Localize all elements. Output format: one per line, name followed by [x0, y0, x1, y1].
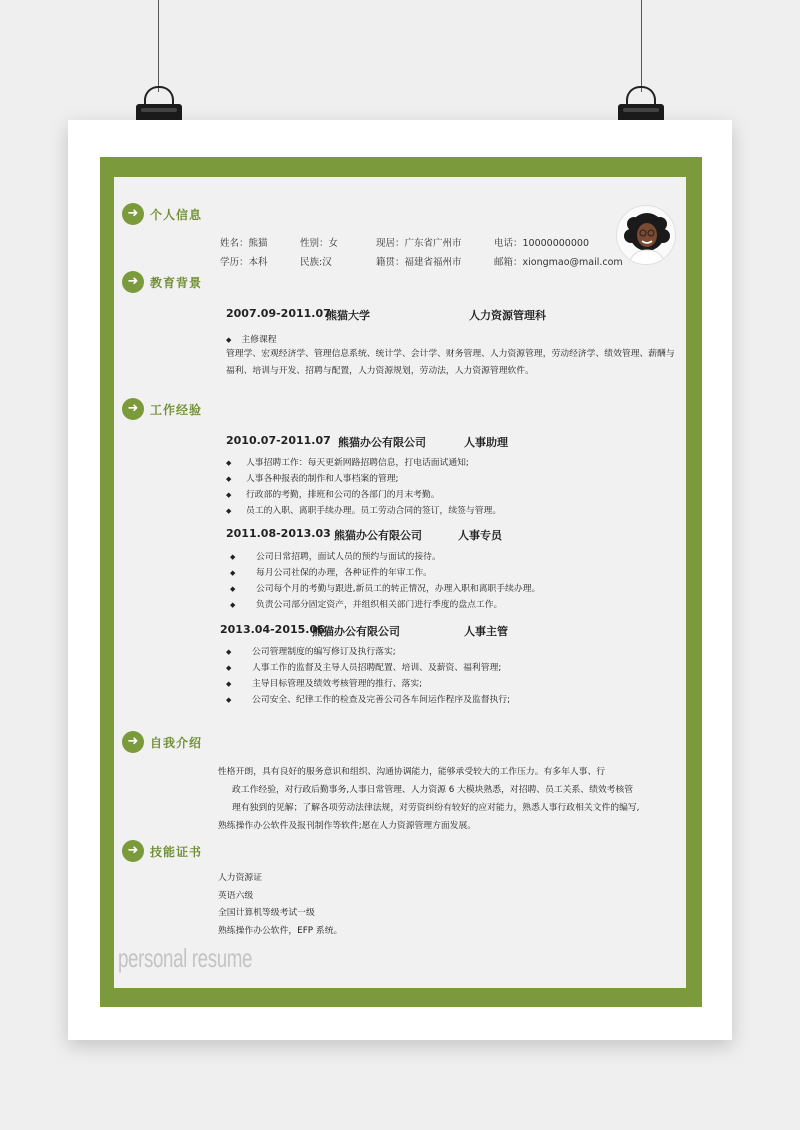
work-company: 熊猫办公有限公司 — [334, 529, 422, 542]
intro-line: 性格开朗，具有良好的服务意识和组织、沟通协调能力，能够承受较大的工作压力。有多年人事、行 — [218, 767, 606, 777]
resume-border — [100, 157, 702, 1007]
work-role: 人事助理 — [464, 436, 508, 449]
section-self-intro — [122, 731, 202, 753]
skills-list — [218, 870, 342, 940]
arrow-right-icon: ➜ — [122, 731, 144, 753]
section-education — [122, 271, 202, 293]
hanging-string-left — [158, 0, 159, 92]
hanging-string-right — [641, 0, 642, 92]
ethnicity-field: 民族:汉 — [300, 257, 332, 268]
list-item: ◆ 公司管理制度的编写修订及执行落实; — [226, 644, 510, 660]
personal-info-row-2 — [220, 254, 637, 268]
section-title: 技能证书 — [150, 844, 203, 859]
work-role: 人事主管 — [464, 625, 508, 638]
list-item: ◆ 人事工作的监督及主导人员招聘配置、培训、及薪资、福利管理; — [226, 660, 510, 676]
arrow-right-icon: ➜ — [122, 840, 144, 862]
work-company: 熊猫办公有限公司 — [338, 436, 426, 449]
section-title: 自我介绍 — [150, 735, 203, 750]
education-school: 熊猫大学 — [326, 309, 370, 322]
education-major: 人力资源管理科 — [469, 309, 546, 322]
list-item: ◆ 人事招聘工作：每天更新网路招聘信息，打电话面试通知; — [226, 455, 501, 471]
phone-field: 电话：10000000000 — [494, 238, 589, 249]
work-period: 2011.08-2013.03 — [226, 527, 331, 540]
work-entry-2-duties — [230, 549, 540, 613]
section-title: 教育背景 — [150, 275, 203, 290]
work-entry-1-duties — [226, 455, 501, 519]
list-item: ◆ 行政部的考勤，排班和公司的各部门的月末考勤。 — [226, 487, 501, 503]
section-skills — [122, 840, 202, 862]
resume-content — [114, 177, 686, 988]
avatar — [616, 205, 676, 265]
list-item: ◆ 人事各种报表的制作和人事档案的管理; — [226, 471, 501, 487]
arrow-right-icon: ➜ — [122, 271, 144, 293]
list-item: ◆ 公司日常招聘，面试人员的预约与面试的接待。 — [230, 549, 540, 565]
work-entry-3-duties — [226, 644, 510, 708]
list-item: ◆ 负责公司部分固定资产，并组织相关部门进行季度的盘点工作。 — [230, 597, 540, 613]
section-personal-info — [122, 203, 202, 225]
section-work-experience — [122, 398, 202, 420]
list-item: ◆ 公司安全、纪律工作的检查及完善公司各车间运作程序及监督执行; — [226, 692, 510, 708]
work-period: 2010.07-2011.07 — [226, 434, 331, 447]
list-item: 人力资源证 — [218, 873, 262, 883]
self-intro-text — [218, 763, 654, 835]
name-field: 姓名：熊猫 — [220, 238, 268, 249]
section-title: 工作经验 — [150, 402, 203, 417]
residence-field: 现居：广东省广州市 — [376, 238, 462, 249]
work-period: 2013.04-2015.06 — [220, 623, 325, 636]
course-list: 管理学、宏观经济学、管理信息系统、统计学、会计学、财务管理、人力资源管理，劳动经济学、绩效管理、薪酬与福利、培训与开发、招聘与配置，人力资源规划，劳动法，人力资源管理软件。 — [226, 349, 675, 376]
education-period: 2007.09-2011.07 — [226, 307, 331, 320]
hometown-field: 籍贯：福建省福州市 — [376, 257, 462, 268]
gender-field: 性别：女 — [300, 238, 339, 249]
intro-line: 理有独到的见解；了解各项劳动法律法规，对劳资纠纷有较好的应对能力，熟悉人事行政相关文件的编写, — [232, 803, 640, 813]
intro-line: 政工作经验，对行政后勤事务,人事日常管理、人力资源 6 大模块熟悉，对招聘、员工关系、绩效考核管 — [232, 785, 634, 795]
list-item: ◆ 公司每个月的考勤与跟进,新员工的转正情况，办理入职和离职手续办理。 — [230, 581, 540, 597]
email-field: 邮箱：xiongmao@mail.com — [494, 257, 623, 268]
resume-paper — [68, 120, 732, 1040]
education-field: 学历：本科 — [220, 257, 268, 268]
section-title: 个人信息 — [150, 207, 203, 222]
work-company: 熊猫办公有限公司 — [312, 625, 400, 638]
work-role: 人事专员 — [458, 529, 502, 542]
intro-line: 熟练操作办公软件及报刊制作等软件;愿在人力资源管理方面发展。 — [218, 821, 477, 831]
list-item: ◆ 主导目标管理及绩效考核管理的推行、落实; — [226, 676, 510, 692]
course-label: ◆ 主修课程 — [226, 332, 277, 345]
list-item: ◆ 每月公司社保的办理，各种证件的年审工作。 — [230, 565, 540, 581]
personal-info-row-1 — [220, 235, 603, 249]
list-item: 熟练操作办公软件，EFP 系统。 — [218, 925, 343, 936]
list-item: ◆ 员工的入职、离职手续办理。员工劳动合同的签订，续签与管理。 — [226, 503, 501, 519]
arrow-right-icon: ➜ — [122, 203, 144, 225]
list-item: 英语六级 — [218, 890, 254, 901]
list-item: 全国计算机等级考试一级 — [218, 908, 315, 918]
arrow-right-icon: ➜ — [122, 398, 144, 420]
personal-resume-watermark: personal resume — [118, 943, 253, 973]
